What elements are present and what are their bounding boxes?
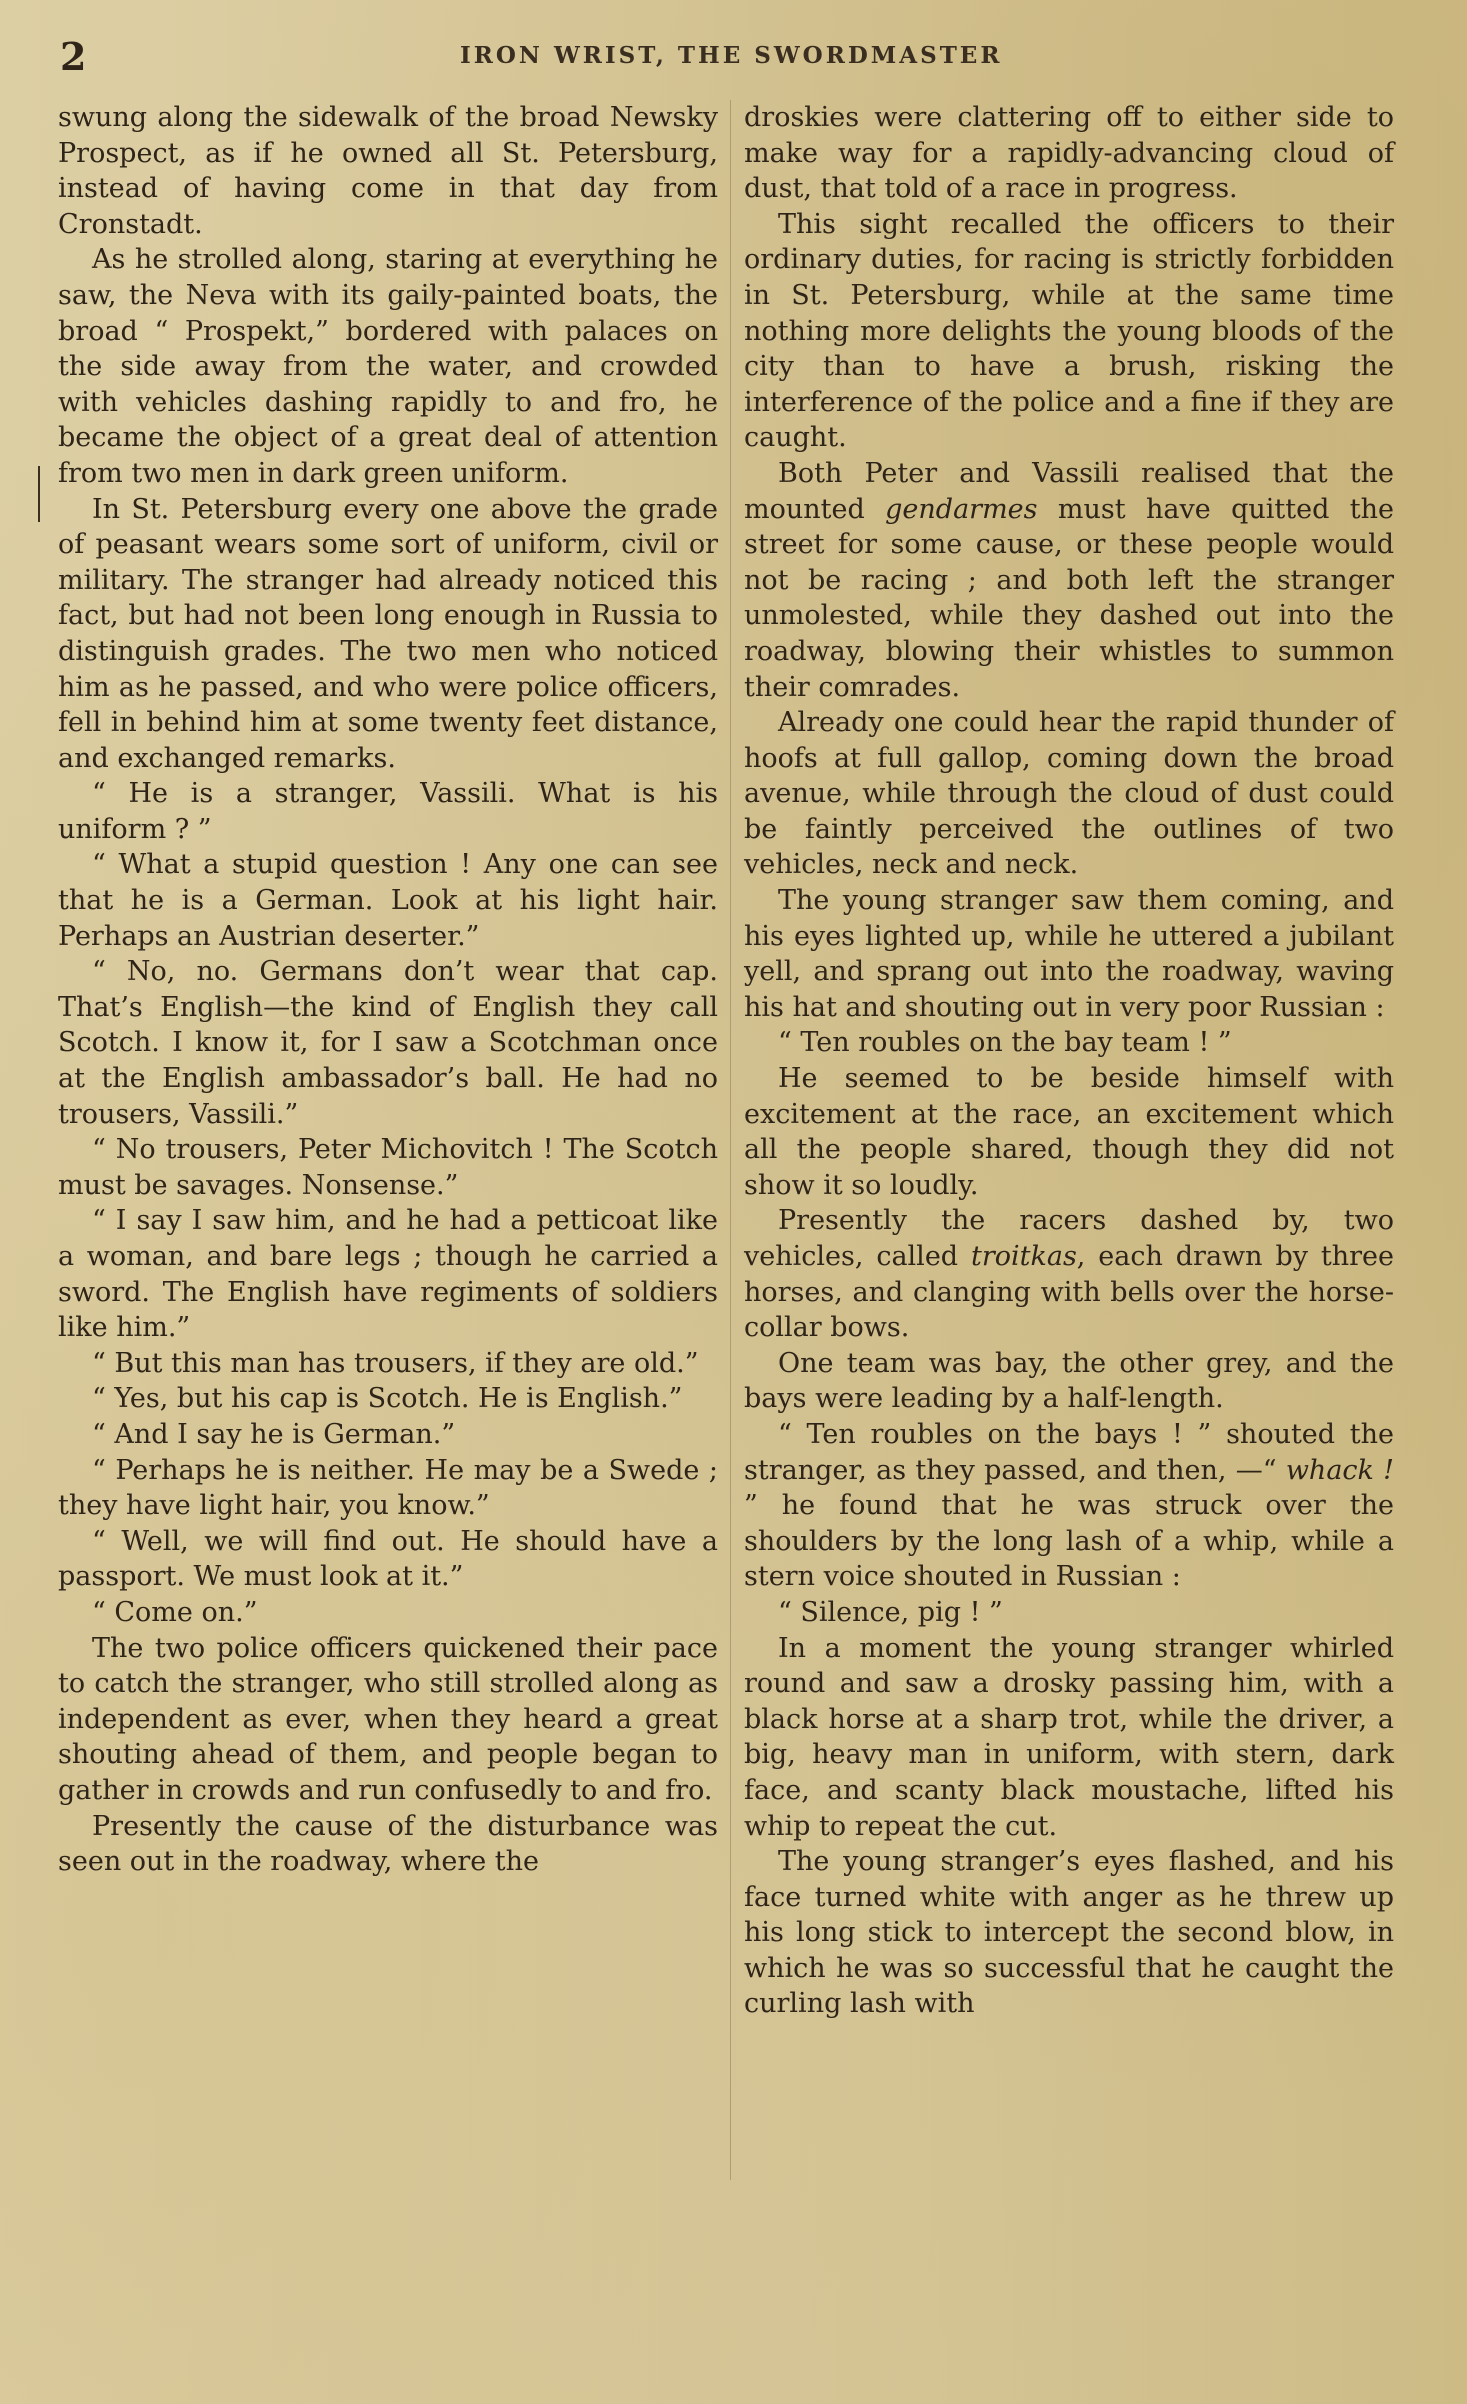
paragraph: The two police officers quickened their pace to catch the stranger, who still strolled along as independent as ever, when they heard a great shouting ahead of them, and people began to gather in crowds and run confusedly to and fro.: [58, 1632, 718, 1806]
text-run: “ Ten roubles on the bays ! ” shouted the stranger, as they passed, and then, —“: [744, 1418, 1394, 1486]
paragraph: One team was bay, the other grey, and the bays were leading by a half-length.: [744, 1347, 1394, 1415]
right-column: [744, 100, 1394, 2022]
paragraph: The young stranger saw them coming, and his eyes lighted up, while he uttered a jubilant yell, and sprang out into the roadway, waving his hat and shouting out in very poor Russian :: [744, 885, 1394, 1023]
italic-text: gendarmes: [885, 493, 1038, 525]
text-run: must have quitted the street for some cause, or these people would not be racing ; and both left the stranger unmolested, while they dashed out into the roadway, blowing their whistles to summon their comrades.: [744, 493, 1394, 703]
paragraph: [744, 1417, 1394, 1595]
paragraph: droskies were clattering off to either side to make way for a rapidly-advancing cloud of dust, that told of a race in progress.: [744, 102, 1394, 205]
paragraph: Presently the cause of the disturbance was seen out in the roadway, where the: [58, 1810, 718, 1878]
paragraph: [744, 1203, 1394, 1345]
paragraph: “ No trousers, Peter Michovitch ! The Scotch must be savages. Nonsense.”: [58, 1134, 718, 1201]
paragraph: “ No, no. Germans don’t wear that cap. That’s English—the kind of English they call Scotch. I know it, for I saw a Scotchman once at the English ambassador’s ball. He had no trousers, Vassili.”: [58, 956, 718, 1130]
paragraph: “ I say I saw him, and he had a petticoat like a woman, and bare legs ; though he carried a sword. The English have regiments of soldiers like him.”: [58, 1205, 718, 1344]
paragraph: “ Perhaps he is neither. He may be a Swede ; they have light hair, you know.”: [58, 1454, 718, 1522]
paragraph: In St. Petersburg every one above the grade of peasant wears some sort of uniform, civil or military. The stranger had already noticed this fact, but had not been long enough in Russia to distinguish grades. The two men who noticed him as he passed, and who were police officers, fell in behind him at some twenty feet distance, and exchanged remarks.: [58, 493, 718, 774]
paragraph: He seemed to be beside himself with excitement at the race, an excitement which all the people shared, though they did not show it so loudly.: [744, 1063, 1394, 1201]
paragraph: “ And I say he is German.”: [92, 1418, 456, 1450]
paragraph: “ Yes, but his cap is Scotch. He is English.”: [92, 1383, 683, 1415]
paragraph: “ Silence, pig ! ”: [778, 1596, 1003, 1628]
text-run: ” he found that he was struck over the shoulders by the long lash of a whip, while a stern voice shouted in Russian :: [744, 1490, 1394, 1593]
paragraph: In a moment the young stranger whirled round and saw a drosky passing him, with a black horse at a sharp trot, while the driver, a big, heavy man in uniform, with stern, dark face, and scanty black moustache, lifted his whip to repeat the cut.: [744, 1632, 1394, 1842]
paragraph: This sight recalled the officers to their ordinary duties, for racing is strictly forbidden in St. Petersburg, while at the same time nothing more delights the young bloods of the city than to have a brush, risking the interference of the police and a fine if they are caught.: [744, 208, 1394, 454]
paragraph: “ Come on.”: [92, 1596, 258, 1628]
text-run: Both Peter and Vassili realised that the mounted: [744, 457, 1394, 525]
paragraph: “ Ten roubles on the bay team ! ”: [778, 1027, 1232, 1059]
paragraph: The young stranger’s eyes flashed, and his face turned white with anger as he threw up his long stick to intercept the second blow, in which he was so successful that he caught the curling lash with: [744, 1846, 1394, 2020]
paragraph: As he strolled along, staring at everything he saw, the Neva with its gaily-painted boats, the broad “ Prospekt,” bordered with palaces on the side away from the water, and crowded with vehicles dashing rapidly to and fro, he became the object of a great deal of attention from two men in dark green uniform.: [58, 244, 718, 489]
paragraph: “ What a stupid question ! Any one can see that he is a German. Look at his light hair. Perhaps an Austrian deserter.”: [58, 849, 718, 952]
paragraph: [744, 456, 1394, 705]
italic-text: troitkas: [970, 1241, 1077, 1272]
margin-mark: [38, 466, 40, 522]
column-divider: [730, 100, 731, 2180]
text-run: Presently the racers dashed by, two vehicles, called: [744, 1205, 1394, 1272]
running-head: IRON WRIST, THE SWORDMASTER: [460, 42, 1003, 69]
paragraph: “ Well, we will find out. He should have a passport. We must look at it.”: [58, 1525, 718, 1593]
paragraph: swung along the sidewalk of the broad Newsky Prospect, as if he owned all St. Petersburg, instead of having come in that day from Cronstadt.: [58, 102, 718, 240]
text-run: , each drawn by three horses, and clanging with bells over the horse-collar bows.: [744, 1241, 1394, 1344]
italic-text: whack !: [1285, 1454, 1394, 1486]
left-column: [58, 100, 718, 1880]
paragraph: “ He is a stranger, Vassili. What is his uniform ? ”: [58, 778, 718, 845]
paragraph: Already one could hear the rapid thunder of hoofs at full gallop, coming down the broad avenue, while through the cloud of dust could be faintly perceived the outlines of two vehicles, neck and neck.: [744, 707, 1394, 881]
page-number: 2: [60, 34, 88, 79]
paragraph: “ But this man has trousers, if they are old.”: [92, 1347, 699, 1379]
